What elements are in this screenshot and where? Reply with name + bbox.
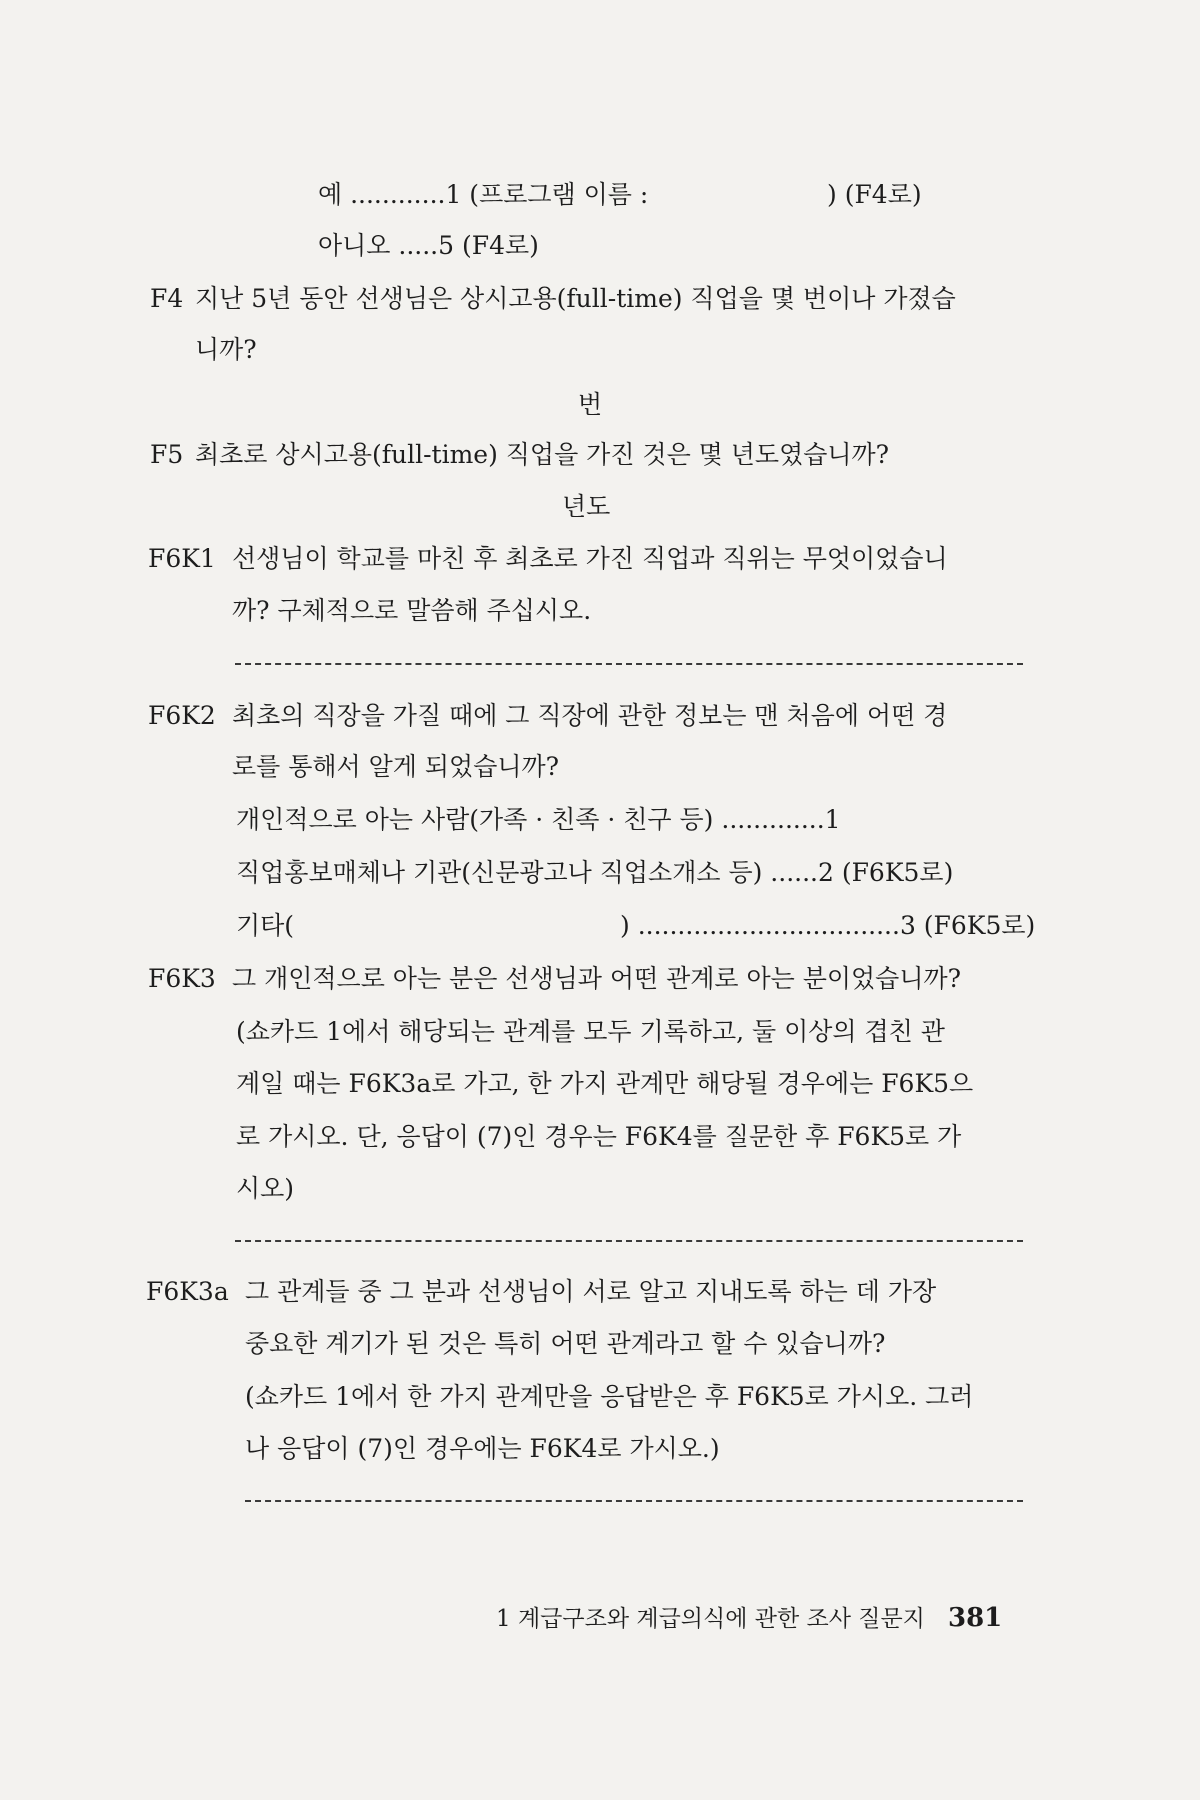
option-f6k2-1: 개인적으로 아는 사람(가족 · 친족 · 친구 등) .............1 — [236, 805, 841, 834]
question-f4-line1: 지난 5년 동안 선생님은 상시고용(full-time) 직업을 몇 번이나 가졌습 — [195, 284, 956, 313]
question-f6k3a-line4: 나 응답이 (7)인 경우에는 F6K4로 가시오.) — [245, 1434, 720, 1463]
question-f6k3a-line3: (쇼카드 1에서 한 가지 관계만을 응답받은 후 F6K5로 가시오. 그러 — [245, 1382, 974, 1411]
option-yes-close: ) (F4로) — [827, 180, 922, 209]
answer-unit-f4: 번 — [578, 390, 603, 419]
question-id-f5: F5 — [150, 440, 184, 469]
question-f6k3-line3: 계일 때는 F6K3a로 가고, 한 가지 관계만 해당될 경우에는 F6K5으 — [236, 1069, 974, 1098]
question-f5-line1: 최초로 상시고용(full-time) 직업을 가진 것은 몇 년도였습니까? — [195, 440, 890, 469]
question-f6k2-line2: 로를 통해서 알게 되었습니까? — [232, 752, 560, 781]
answer-line-f6k1 — [235, 663, 1023, 665]
question-f6k1-line2: 까? 구체적으로 말씀해 주십시오. — [232, 596, 592, 625]
answer-unit-f5: 년도 — [562, 492, 611, 521]
page-number: 381 — [948, 1603, 1003, 1633]
question-f6k3-line5: 시오) — [236, 1174, 295, 1203]
question-id-f6k2: F6K2 — [148, 701, 216, 730]
option-yes: 예 ............1 (프로그램 이름 : — [318, 180, 649, 209]
option-f6k2-2: 직업홍보매체나 기관(신문광고나 직업소개소 등) ......2 (F6K5로) — [236, 858, 954, 887]
running-head: 1 계급구조와 계급의식에 관한 조사 질문지 — [496, 1606, 925, 1632]
question-f6k3-line2: (쇼카드 1에서 해당되는 관계를 모두 기록하고, 둘 이상의 겹친 관 — [236, 1017, 945, 1046]
answer-line-f6k3 — [235, 1240, 1023, 1242]
answer-line-f6k3a — [245, 1500, 1023, 1502]
question-f4-line2: 니까? — [195, 335, 257, 364]
question-id-f6k1: F6K1 — [148, 544, 216, 573]
option-no: 아니오 .....5 (F4로) — [318, 231, 539, 260]
option-f6k2-3-start: 기타( — [236, 911, 295, 940]
question-f6k3a-line1: 그 관계들 중 그 분과 선생님이 서로 알고 지내도록 하는 데 가장 — [245, 1277, 937, 1306]
question-f6k3-line1: 그 개인적으로 아는 분은 선생님과 어떤 관계로 아는 분이었습니까? — [232, 964, 962, 993]
question-f6k3a-line2: 중요한 계기가 된 것은 특히 어떤 관계라고 할 수 있습니까? — [245, 1329, 886, 1358]
option-f6k2-3-end: ) .................................3 (F6K5로) — [620, 911, 1036, 940]
question-f6k1-line1: 선생님이 학교를 마친 후 최초로 가진 직업과 직위는 무엇이었습니 — [232, 544, 948, 573]
question-id-f6k3: F6K3 — [148, 964, 216, 993]
question-f6k3-line4: 로 가시오. 단, 응답이 (7)인 경우는 F6K4를 질문한 후 F6K5로 가 — [236, 1122, 962, 1151]
question-id-f4: F4 — [150, 284, 184, 313]
question-id-f6k3a: F6K3a — [146, 1277, 229, 1306]
question-f6k2-line1: 최초의 직장을 가질 때에 그 직장에 관한 정보는 맨 처음에 어떤 경 — [232, 701, 948, 730]
